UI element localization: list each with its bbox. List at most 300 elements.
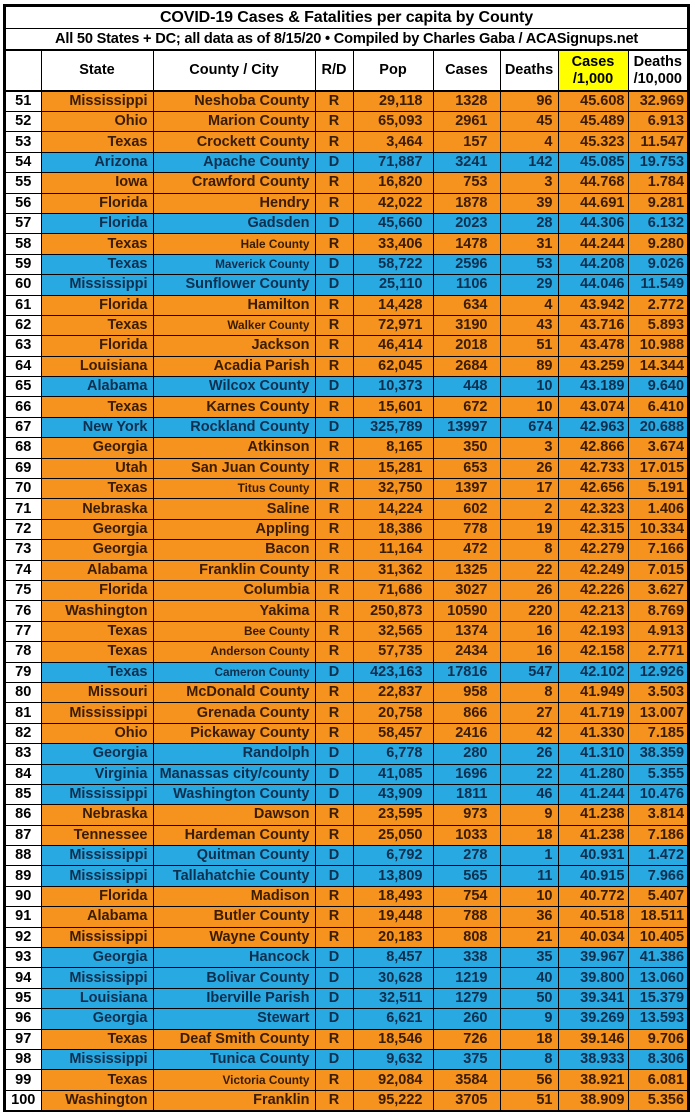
row-party: R [315,315,353,335]
row-state: Texas [41,1029,153,1049]
row-deaths-per-10000: 38.359 [628,744,688,764]
row-cases-per-1000: 42.656 [558,479,628,499]
row-state: Texas [41,397,153,417]
row-party: D [315,866,353,886]
table-row [5,682,688,702]
row-county: Hale County [153,234,315,254]
row-deaths: 11 [500,866,558,886]
row-cases: 634 [433,295,500,315]
row-deaths-per-10000: 9.280 [628,234,688,254]
row-rank: 86 [5,805,41,825]
row-pop: 18,386 [353,519,433,539]
row-state: Mississippi [41,703,153,723]
row-state: Tennessee [41,825,153,845]
row-deaths-per-10000: 5.191 [628,479,688,499]
row-pop: 29,118 [353,91,433,112]
row-deaths: 35 [500,948,558,968]
row-deaths: 96 [500,91,558,112]
row-deaths-per-10000: 9.281 [628,193,688,213]
row-deaths: 9 [500,1009,558,1029]
row-party: D [315,988,353,1008]
row-pop: 325,789 [353,417,433,437]
row-cases-per-1000: 42.213 [558,601,628,621]
table-row [5,805,688,825]
row-party: D [315,254,353,274]
row-cases-per-1000: 42.866 [558,438,628,458]
row-county: Maverick County [153,254,315,274]
row-party: R [315,540,353,560]
row-deaths-per-10000: 11.549 [628,275,688,295]
table-row [5,112,688,132]
table-row [5,784,688,804]
row-deaths-per-10000: 12.926 [628,662,688,682]
row-cases-per-1000: 40.518 [558,907,628,927]
row-cases-per-1000: 44.306 [558,213,628,233]
row-party: R [315,723,353,743]
row-pop: 46,414 [353,336,433,356]
row-county: Crockett County [153,132,315,152]
row-cases-per-1000: 41.238 [558,825,628,845]
row-rank: 97 [5,1029,41,1049]
table-row [5,336,688,356]
table-row [5,601,688,621]
row-county: Dawson [153,805,315,825]
row-county: Bee County [153,621,315,641]
row-county: Grenada County [153,703,315,723]
row-deaths: 8 [500,540,558,560]
row-cases-per-1000: 41.330 [558,723,628,743]
table-row [5,1070,688,1090]
row-pop: 9,632 [353,1049,433,1069]
row-cases-per-1000: 44.691 [558,193,628,213]
row-deaths-per-10000: 9.026 [628,254,688,274]
table-row [5,1090,688,1111]
row-county: Hardeman County [153,825,315,845]
row-party: D [315,1009,353,1029]
row-cases: 13997 [433,417,500,437]
row-deaths-per-10000: 32.969 [628,91,688,112]
table-row [5,744,688,764]
row-county: Apache County [153,152,315,172]
row-cases-per-1000: 45.323 [558,132,628,152]
row-cases: 1478 [433,234,500,254]
row-deaths: 51 [500,336,558,356]
row-cases-per-1000: 43.074 [558,397,628,417]
table-row [5,560,688,580]
table-row [5,703,688,723]
row-rank: 51 [5,91,41,112]
row-pop: 92,084 [353,1070,433,1090]
row-rank: 75 [5,580,41,600]
row-state: Mississippi [41,927,153,947]
row-cases: 472 [433,540,500,560]
row-rank: 73 [5,540,41,560]
row-cases-per-1000: 38.933 [558,1049,628,1069]
row-rank: 52 [5,112,41,132]
row-deaths-per-10000: 9.640 [628,377,688,397]
row-rank: 76 [5,601,41,621]
row-cases-per-1000: 43.716 [558,315,628,335]
row-cases: 3584 [433,1070,500,1090]
row-deaths: 10 [500,377,558,397]
row-state: Mississippi [41,91,153,112]
row-county: Butler County [153,907,315,927]
table-row [5,540,688,560]
row-party: D [315,152,353,172]
col-header-cases-per-1000-line2: /1,000 [572,70,614,87]
row-pop: 8,457 [353,948,433,968]
row-county: Appling [153,519,315,539]
table-row [5,417,688,437]
row-cases-per-1000: 42.249 [558,560,628,580]
row-party: D [315,1049,353,1069]
row-cases-per-1000: 42.193 [558,621,628,641]
row-county: Acadia Parish [153,356,315,376]
row-deaths: 2 [500,499,558,519]
row-state: Nebraska [41,499,153,519]
row-deaths: 28 [500,213,558,233]
col-header-deaths-per-10000 [628,50,688,91]
row-deaths-per-10000: 5.355 [628,764,688,784]
row-state: Mississippi [41,846,153,866]
row-pop: 20,183 [353,927,433,947]
row-pop: 18,546 [353,1029,433,1049]
row-cases-per-1000: 42.315 [558,519,628,539]
row-deaths-per-10000: 5.356 [628,1090,688,1111]
row-cases-per-1000: 39.341 [558,988,628,1008]
row-rank: 90 [5,886,41,906]
row-pop: 71,887 [353,152,433,172]
table-row [5,479,688,499]
row-cases-per-1000: 41.238 [558,805,628,825]
row-cases: 808 [433,927,500,947]
row-party: D [315,744,353,764]
row-pop: 43,909 [353,784,433,804]
table-row [5,642,688,662]
row-rank: 58 [5,234,41,254]
row-party: R [315,234,353,254]
row-county: Iberville Parish [153,988,315,1008]
row-county: Gadsden [153,213,315,233]
row-party: R [315,499,353,519]
row-cases-per-1000: 42.279 [558,540,628,560]
row-county: Tallahatchie County [153,866,315,886]
row-deaths-per-10000: 15.379 [628,988,688,1008]
row-rank: 53 [5,132,41,152]
row-pop: 57,735 [353,642,433,662]
row-cases: 973 [433,805,500,825]
row-county: Franklin County [153,560,315,580]
table-row [5,519,688,539]
row-pop: 20,758 [353,703,433,723]
row-pop: 6,792 [353,846,433,866]
row-cases: 2434 [433,642,500,662]
row-county: Wayne County [153,927,315,947]
row-state: Florida [41,193,153,213]
row-state: Virginia [41,764,153,784]
table-row [5,948,688,968]
row-deaths: 674 [500,417,558,437]
row-deaths: 8 [500,1049,558,1069]
row-deaths: 40 [500,968,558,988]
row-rank: 64 [5,356,41,376]
row-state: Florida [41,336,153,356]
row-county: Franklin [153,1090,315,1111]
row-cases-per-1000: 42.963 [558,417,628,437]
row-party: R [315,580,353,600]
row-pop: 25,050 [353,825,433,845]
row-pop: 41,085 [353,764,433,784]
row-cases-per-1000: 40.034 [558,927,628,947]
row-county: Stewart [153,1009,315,1029]
table-row [5,499,688,519]
row-deaths: 4 [500,132,558,152]
table-row [5,315,688,335]
row-cases: 2961 [433,112,500,132]
row-state: Alabama [41,377,153,397]
row-rank: 68 [5,438,41,458]
col-header-cases: Cases [433,50,500,91]
row-state: Ohio [41,112,153,132]
row-cases-per-1000: 42.158 [558,642,628,662]
row-rank: 60 [5,275,41,295]
row-county: Manassas city/county [153,764,315,784]
row-deaths-per-10000: 6.132 [628,213,688,233]
row-pop: 423,163 [353,662,433,682]
row-pop: 58,457 [353,723,433,743]
row-cases: 2023 [433,213,500,233]
row-deaths: 36 [500,907,558,927]
row-cases: 726 [433,1029,500,1049]
row-deaths-per-10000: 5.407 [628,886,688,906]
row-deaths-per-10000: 11.547 [628,132,688,152]
row-deaths-per-10000: 3.814 [628,805,688,825]
table-row [5,580,688,600]
row-rank: 95 [5,988,41,1008]
table-row [5,234,688,254]
row-state: Florida [41,886,153,906]
row-deaths-per-10000: 7.185 [628,723,688,743]
row-party: R [315,1029,353,1049]
row-cases: 448 [433,377,500,397]
row-rank: 77 [5,621,41,641]
row-deaths: 18 [500,1029,558,1049]
table-row [5,662,688,682]
row-deaths: 46 [500,784,558,804]
row-state: Mississippi [41,784,153,804]
row-deaths: 89 [500,356,558,376]
row-state: Mississippi [41,275,153,295]
row-rank: 70 [5,479,41,499]
row-deaths-per-10000: 4.913 [628,621,688,641]
row-deaths-per-10000: 19.753 [628,152,688,172]
row-rank: 80 [5,682,41,702]
row-cases: 1328 [433,91,500,112]
row-cases: 866 [433,703,500,723]
row-cases: 2596 [433,254,500,274]
table-row [5,907,688,927]
row-deaths: 16 [500,621,558,641]
row-party: R [315,601,353,621]
row-party: R [315,295,353,315]
row-cases: 1279 [433,988,500,1008]
row-rank: 93 [5,948,41,968]
row-cases: 788 [433,907,500,927]
row-deaths-per-10000: 7.966 [628,866,688,886]
row-rank: 74 [5,560,41,580]
row-rank: 82 [5,723,41,743]
row-cases: 1325 [433,560,500,580]
table-row [5,846,688,866]
row-cases: 3027 [433,580,500,600]
row-party: D [315,213,353,233]
row-rank: 87 [5,825,41,845]
row-pop: 30,628 [353,968,433,988]
row-state: Texas [41,642,153,662]
row-cases: 672 [433,397,500,417]
row-cases-per-1000: 42.323 [558,499,628,519]
row-rank: 88 [5,846,41,866]
row-cases-per-1000: 43.478 [558,336,628,356]
table-row [5,377,688,397]
row-deaths: 51 [500,1090,558,1111]
row-cases: 350 [433,438,500,458]
row-cases-per-1000: 40.931 [558,846,628,866]
row-pop: 13,809 [353,866,433,886]
row-deaths: 50 [500,988,558,1008]
row-county: Wilcox County [153,377,315,397]
row-deaths-per-10000: 3.627 [628,580,688,600]
row-rank: 83 [5,744,41,764]
row-county: Marion County [153,112,315,132]
row-cases: 3241 [433,152,500,172]
row-party: R [315,642,353,662]
row-cases: 1033 [433,825,500,845]
row-pop: 62,045 [353,356,433,376]
col-header-deaths-per-10000-line2: /10,000 [633,70,682,87]
row-rank: 67 [5,417,41,437]
row-county: McDonald County [153,682,315,702]
row-deaths: 27 [500,703,558,723]
row-county: Jackson [153,336,315,356]
row-pop: 72,971 [353,315,433,335]
table-body [5,91,688,1111]
row-pop: 33,406 [353,234,433,254]
row-pop: 15,601 [353,397,433,417]
row-cases-per-1000: 44.208 [558,254,628,274]
row-cases: 565 [433,866,500,886]
row-cases: 754 [433,886,500,906]
row-deaths-per-10000: 10.334 [628,519,688,539]
row-rank: 94 [5,968,41,988]
row-pop: 31,362 [353,560,433,580]
row-deaths-per-10000: 10.988 [628,336,688,356]
row-state: Georgia [41,519,153,539]
row-county: Hancock [153,948,315,968]
row-deaths: 10 [500,397,558,417]
row-cases-per-1000: 39.800 [558,968,628,988]
row-rank: 66 [5,397,41,417]
row-cases-per-1000: 43.942 [558,295,628,315]
row-state: Texas [41,315,153,335]
row-deaths: 4 [500,295,558,315]
row-deaths: 22 [500,560,558,580]
row-cases-per-1000: 38.921 [558,1070,628,1090]
row-state: Georgia [41,948,153,968]
row-party: R [315,112,353,132]
row-cases: 958 [433,682,500,702]
row-county: Karnes County [153,397,315,417]
row-cases: 280 [433,744,500,764]
row-state: Texas [41,254,153,274]
row-cases-per-1000: 40.915 [558,866,628,886]
row-deaths: 31 [500,234,558,254]
row-state: Arizona [41,152,153,172]
row-deaths: 10 [500,886,558,906]
row-state: Texas [41,479,153,499]
table-row [5,213,688,233]
row-state: New York [41,417,153,437]
row-state: Texas [41,132,153,152]
col-header-cases-per-1000 [558,50,628,91]
title-row [5,6,688,29]
row-cases-per-1000: 45.085 [558,152,628,172]
row-deaths-per-10000: 3.674 [628,438,688,458]
col-header-rd: R/D [315,50,353,91]
column-header-row [5,50,688,91]
row-state: Georgia [41,438,153,458]
row-pop: 8,165 [353,438,433,458]
row-party: R [315,132,353,152]
row-pop: 32,565 [353,621,433,641]
row-county: Sunflower County [153,275,315,295]
row-county: Titus County [153,479,315,499]
row-state: Mississippi [41,968,153,988]
row-deaths-per-10000: 10.476 [628,784,688,804]
row-state: Washington [41,601,153,621]
row-cases: 1397 [433,479,500,499]
row-cases-per-1000: 42.102 [558,662,628,682]
row-cases: 1878 [433,193,500,213]
row-state: Texas [41,662,153,682]
row-cases-per-1000: 41.310 [558,744,628,764]
row-deaths: 17 [500,479,558,499]
covid-county-table [4,5,689,1112]
row-deaths: 26 [500,580,558,600]
row-county: Rockland County [153,417,315,437]
row-cases: 3705 [433,1090,500,1111]
row-rank: 89 [5,866,41,886]
row-pop: 250,873 [353,601,433,621]
row-party: R [315,336,353,356]
row-deaths-per-10000: 8.769 [628,601,688,621]
row-state: Nebraska [41,805,153,825]
row-party: R [315,621,353,641]
col-header-cases-per-1000-line1: Cases [571,53,615,70]
row-state: Missouri [41,682,153,702]
row-party: R [315,927,353,947]
row-deaths: 39 [500,193,558,213]
row-deaths-per-10000: 8.306 [628,1049,688,1069]
table-row [5,356,688,376]
row-deaths: 26 [500,744,558,764]
table-row [5,193,688,213]
row-rank: 100 [5,1090,41,1111]
table-subtitle: All 50 States + DC; all data as of 8/15/20 • Compiled by Charles Gaba / ACASignups.net [5,29,688,51]
table-row [5,1029,688,1049]
row-deaths-per-10000: 41.386 [628,948,688,968]
row-deaths: 3 [500,173,558,193]
